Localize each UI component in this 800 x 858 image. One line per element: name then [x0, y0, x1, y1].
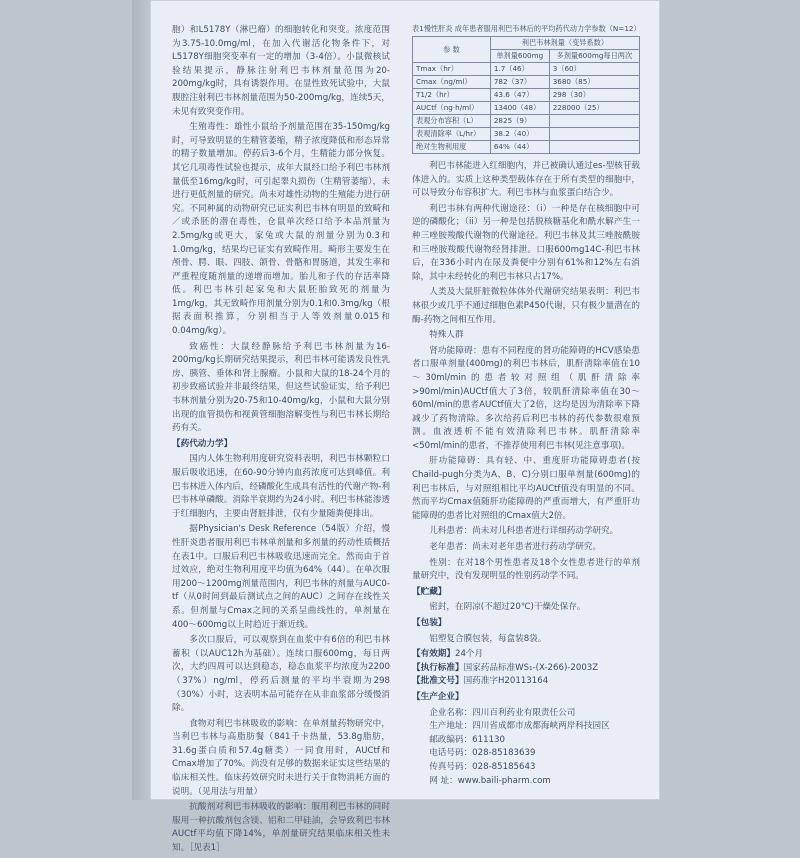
package-heading: 【包装】 — [412, 618, 447, 628]
standard-line — [412, 662, 640, 676]
table-row — [413, 89, 640, 102]
company-row-value: 四川百利药业有限责任公司 — [472, 707, 576, 718]
pk-paragraph: 食物对利巴韦林吸收的影响：在单剂量药物研究中，当利巴韦林与高脂肪餐（841千卡热量，53.8g脂肪，31.6g蛋白质和57.4g糖类）一同食用时，AUCtf和Cmax增加了70%。尚没有足够的数据来证实这些结果的临床相关性。临床药效研究时未进行关于食物消耗方面的说明。（见用法与用量） — [172, 718, 390, 797]
company-row-label: 传真号码： — [429, 761, 473, 772]
company-row — [429, 775, 640, 789]
pk-paragraph: 抗酸剂对利巴韦林吸收的影响：服用利巴韦林的同时服用一种抗酸剂包含镁、铝和二甲硅油，会导致利巴韦林AUCtf平均值下降14%，单剂量研究结果临床相关性未知。［见表1］ — [172, 802, 390, 854]
pharmacokinetics-heading: 【药代动力学】 — [172, 438, 233, 449]
gender-paragraph: 性别：在对18个男性患者及18个女性患者进行的单剂量研究中，没有发现明显的性别药动学不同。 — [412, 557, 640, 582]
company-row-label: 企业名称： — [429, 707, 473, 718]
special-populations-heading: 特殊人群 — [429, 330, 464, 341]
geriatric-paragraph: 老年患者：尚未对老年患者进行药动学研究。 — [429, 542, 602, 553]
storage-heading: 【贮藏】 — [412, 586, 447, 597]
package-text: 铝塑复合膜包装，每盒装8袋。 — [429, 633, 547, 644]
pediatric-paragraph: 儿科患者：尚未对儿科患者进行详细药动学研究。 — [429, 526, 619, 537]
table-row — [413, 115, 640, 128]
table-cell: 228000（25） — [549, 102, 639, 115]
hepatic-paragraph: 肝功能障碍：具有轻、中、重度肝功能障碍患者(按Chaild-pugh分类为A、B、C)分别口服单剂量(600mg)的利巴韦林后，与对照组相比平均AUCtf值没有明显的不同。然而平均Cmax值随肝功能障碍的严重而增大，有严重肝功能障碍的患者比对照组的Cmax值大2倍。 — [412, 456, 640, 521]
company-row — [429, 761, 640, 775]
approval-label: 【批准文号】 — [412, 676, 464, 687]
company-row — [429, 707, 640, 721]
table-header-multi: 多剂量600mg每日两次 — [549, 50, 639, 63]
company-row-label: 网 址： — [429, 775, 458, 786]
validity-line — [412, 648, 640, 662]
cyp450-paragraph: 人类及大鼠肝脏微粒体体外代谢研究结果表明：利巴韦林很少或几乎不通过细胞色素P450代谢，只有极少量潜在的酶-药物之间相互作用。 — [412, 287, 640, 325]
reproductive-toxicity-paragraph: 生殖毒性：雄性小鼠给予剂量范围在35-150mg/kg时，可导致明显的生精管萎缩，精子浓度降低和形态异常的精子数量增加。停药后3-6个月，生精能力部分恢复。其它几项毒性试验也提示，成年大鼠经口给予利巴韦林剂量低至16mg/kg时，可引起睾丸损伤（生精管萎缩），未进行更低剂量的研究。尚未对雄性动物的生殖能力进行研究。不同种属的动物研究已证实利巴韦林有明显的致畸和／或杀胚的潜在毒性，仓鼠单次经口给予本品剂量为2.5mg/kg或更大，家兔或大鼠的剂量分别为0.3和1.0mg/kg，结果均已证实有致畸作用。畸形主要发生在颅骨、腭、眼、四肢、颌骨、骨骼和胃肠道，其发生率和严重程度随剂量的递增而增加。胎儿和子代的存活率降低。利巴韦林引起家兔和大鼠胚胎致死的剂量为1mg/kg，其无致畸作用剂量分别为0.1和0.3mg/kg（根据表面积推算，分别相当于人等效剂量0.015和0.04mg/kg）。 — [172, 122, 390, 337]
company-row — [429, 747, 640, 761]
standard-label: 【执行标准】 — [412, 662, 464, 673]
approval-line — [412, 675, 640, 689]
company-row — [429, 720, 640, 734]
table-cell: 1.7（46） — [490, 63, 549, 76]
table-cell — [549, 115, 639, 128]
table-row — [413, 76, 640, 89]
table-cell — [549, 141, 639, 154]
table-header-single: 单剂量600mg — [490, 50, 549, 63]
table-row — [413, 128, 640, 141]
table-cell: AUCtf（ng·h/ml） — [413, 102, 491, 115]
table-cell: 64%（44） — [490, 141, 549, 154]
company-row-value: 028-85183639 — [472, 748, 536, 759]
table-row — [413, 102, 640, 115]
table-cell: 3（60） — [549, 63, 639, 76]
company-row-value: 611130 — [472, 734, 505, 745]
company-row-label: 电话号码： — [429, 748, 473, 759]
table-header-group: 利巴韦林剂量（变异系数） — [490, 37, 639, 50]
company-row — [429, 734, 640, 748]
page-shadow — [132, 0, 150, 800]
table-cell: 298（30） — [549, 89, 639, 102]
company-row-value: 四川省成都市成都海峡两岸科技园区 — [472, 721, 610, 732]
table-cell: Tmax（hr） — [413, 63, 491, 76]
left-column — [172, 24, 390, 858]
validity-value: 24个月 — [454, 649, 484, 660]
mutagenicity-paragraph: 胞）和L5178Y（淋巴瘤）的细胞转化和突变。浓度范围为3.75-10.0mg/ml，在加入代谢活化物条件下，对L5178Y细胞突变率有一定的增加（3-4倍）。小鼠微核试验结果提示，静脉注射利巴韦林剂量范围为20-200mg/kg时，具有诱裂作用。在显性致死试验中，大鼠腹腔注射利巴韦林剂量范围为50-200mg/kg，连续5天，未见有致突变作用。 — [172, 25, 390, 117]
company-info — [412, 707, 640, 789]
table-cell: 表观清除率（L/hr） — [413, 128, 491, 141]
table-cell: 3680（85） — [549, 76, 639, 89]
company-row-value: 028-85185643 — [472, 761, 536, 772]
table-cell: 13400（48） — [490, 102, 549, 115]
table-cell: 2825（9） — [490, 115, 549, 128]
table-cell: 782（37） — [490, 76, 549, 89]
table-cell: 表观分布容积（L） — [413, 115, 491, 128]
company-row-value: www.baili-pharm.com — [457, 775, 551, 786]
distribution-paragraph: 利巴韦林能进入红细胞内，并已被确认通过es-型核苷载体进入的。实质上这种类型载体存在于所有类型的细胞中，可以导致分布容积扩大。利巴韦林与血浆蛋白结合少。 — [412, 161, 640, 199]
table-cell — [549, 128, 639, 141]
table-row — [413, 141, 640, 154]
manufacturer-heading: 【生产企业】 — [412, 691, 464, 702]
company-row-label: 邮政编码： — [429, 734, 473, 745]
standard-value: 国家药品标准WS₁-(X-266)-2003Z — [463, 662, 599, 673]
table-header-param: 参 数 — [413, 37, 491, 63]
right-column — [412, 24, 640, 788]
carcinogenicity-paragraph: 致癌性：大鼠经静脉给予利巴韦林剂量为16-200mg/kg长期研究结果提示，利巴韦林可能诱发良性乳房、胰管、垂体和肾上腺瘤。小鼠和大鼠的18-24个月的初步致癌试验并非最终结果，但这些试验证实，给予利巴韦林剂量分别为20-75和10-40mg/kg，小鼠和大鼠分别出现的血管损伤和视黄管细胞溶解变性与利巴韦林长期给药有关。 — [172, 341, 390, 434]
pk-parameters-table — [412, 36, 640, 154]
pk-paragraph: 据Physician's Desk Reference（54版）介绍，慢性肝炎患者服用利巴韦林单剂量和多剂量的药动性质概括在表1中。口服后利巴韦林吸收迅速而完全。然而由于首过效应，绝对生物利用度平均值为64%（44）。在单次服用200～1200mg剂量范围内，利巴韦林的剂量与AUC0-tf（从0时间到最后测试点之间的AUC）之间存在线性关系。但剂量与Cmax之间的关系呈曲线性的，单剂量在400～600mg以上时趋近于渐近线。 — [172, 524, 390, 630]
pk-paragraph: 多次口服后，可以观察到在血浆中有6倍的利巴韦林蓄积（以AUC12h为基础）。连续口服600mg，每日两次，大约四周可以达到稳态，稳态血浆平均浓度为2200（37%）ng/ml，停药后测量的平均半衰期为298（30%）小时，这表明本品可能存在从非血浆部分缓慢消除。 — [172, 635, 390, 714]
table-cell: Cmax（ng/ml） — [413, 76, 491, 89]
table-row — [413, 63, 640, 76]
storage-text: 密封，在阴凉(不超过20℃)干燥处保存。 — [429, 602, 586, 613]
table-cell: 38.2（40） — [490, 128, 549, 141]
table-cell: 绝对生物利用度 — [413, 141, 491, 154]
company-row-label: 生产地址： — [429, 721, 473, 732]
metabolism-paragraph: 利巴韦林有两种代谢途径：（i）一种是存在核细胞中可逆的磷酸化；（ii）另一种是包括脱核糖基化和酰水解产生一种三唑胺羧酸代谢物的代谢途径。利巴韦林及其三唑胺酰胺和三唑胺羧酸代谢物经肾排泄。口服600mg14C-利巴韦林后，在336小时内在尿及粪便中分别有61%和12%左右消除，其中未经转化的利巴韦林只占17%。 — [412, 203, 640, 282]
renal-paragraph: 肾功能障碍：患有不同程度的肾功能障碍的HCV感染患者口服单剂量(400mg)的利巴韦林后，肌酐清除率值在10～30ml/min的患者较对照组（肌酐清除率>90ml/min)AUCtf值大了3倍，较肌酐清除率值在30～60ml/min的患者AUCtf值大了2倍，这均是因为清除率下降减少了药物清除。多次给药后利巴韦林的药代参数很难预测。血液透析不能有效清除利巴韦林。肌酐清除率<50ml/min的患者，不推荐使用利巴韦林(见注意事项)。 — [412, 345, 640, 451]
table-cell: T1/2（hr） — [413, 89, 491, 102]
validity-label: 【有效期】 — [412, 649, 455, 660]
table-caption: 表1慢性肝炎 成年患者服用利巴韦林后的平均药代动力学参数（N=12） — [412, 24, 641, 33]
table-cell: 43.6（47） — [490, 89, 549, 102]
approval-value: 国药准字H20113164 — [463, 676, 549, 687]
pk-paragraph: 国内人体生物利用度研究资料表明，利巴韦林颗粒口服后吸收迅速，在60-90分钟内血药浓度可达到峰值。利巴韦林进入体内后，经磷酸化生成具有活性的代谢产物-利巴韦林单磷酸。消除半衰期约为24小时。利巴韦林能渗透于红细胞内，主要由肾脏排泄，仅有少量随粪便排出。 — [172, 454, 390, 519]
